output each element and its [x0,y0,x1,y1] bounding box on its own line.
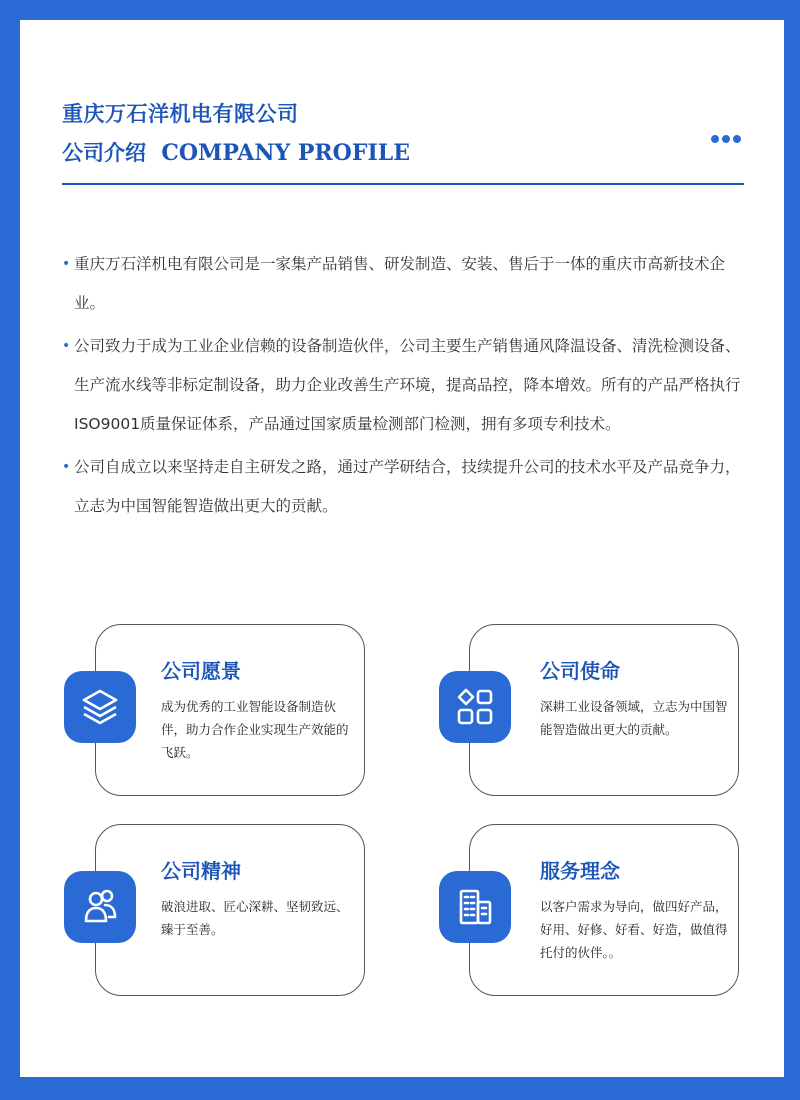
intro-paragraph: • 重庆万石洋机电有限公司是一家集产品销售、研发制造、安装、售后于一体的重庆市高新技术企业。 [62,245,750,323]
grid-apps-icon [439,671,511,743]
card-text: 以客户需求为导向，做四好产品，好用、好修、好看、好造，做值得托付的伙伴。。 [540,899,728,960]
bullet-icon: • [62,459,71,475]
page-title [62,137,410,167]
card-title: 服务理念 [540,859,620,883]
intro-paragraph: • 公司自成立以来坚持走自主研发之路，通过产学研结合，技续提升公司的技术水平及产品竞争力，立志为中国智能智造做出更大的贡献。 [62,448,750,526]
title-en: COMPANY PROFILE [161,140,410,166]
page [20,20,784,1077]
card-title: 公司愿景 [161,659,241,683]
card-text: 成为优秀的工业智能设备制造伙伴，助力合作企业实现生产效能的飞跃。 [161,699,349,760]
buildings-icon [439,871,511,943]
intro-section [62,245,750,530]
bullet-icon: • [62,338,71,354]
title-cn: 公司介绍 [62,141,146,165]
intro-paragraph: • 公司致力于成为工业企业信赖的设备制造伙伴，公司主要生产销售通风降温设备、清洗检测设备、生产流水线等非标定制设备，助力企业改善生产环境，提高品控，降本增效。所有的产品严格执行ISO9001质量保证体系，产品通过国家质量检测部门检测，拥有多项专利技术。 [62,327,750,444]
card-text: 破浪进取、匠心深耕、坚韧致远、臻于至善。 [161,899,349,937]
company-name: 重庆万石洋机电有限公司 [62,102,299,126]
users-icon [64,871,136,943]
card-text: 深耕工业设备领域，立志为中国智能智造做出更大的贡献。 [540,699,728,737]
bullet-icon: • [62,256,71,272]
header-divider [62,183,744,185]
card-title: 公司使命 [540,659,620,683]
layers-icon [64,671,136,743]
card-title: 公司精神 [161,859,241,883]
decorative-dots [711,135,741,143]
